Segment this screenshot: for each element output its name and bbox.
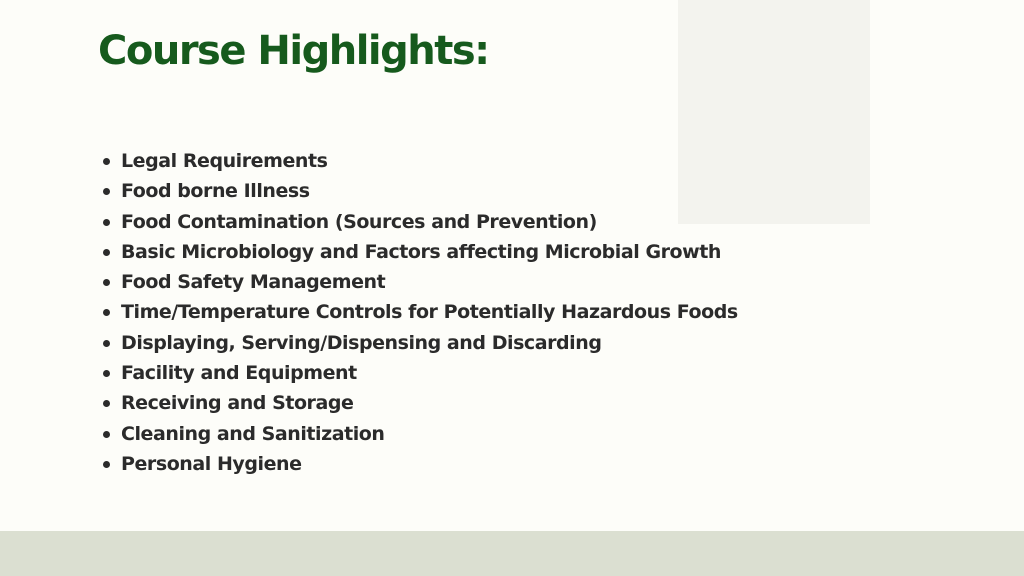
bullet-dot-icon — [103, 158, 110, 165]
list-item-label: Food Contamination (Sources and Prevention) — [121, 210, 597, 233]
list-item — [102, 328, 738, 358]
list-item-label: Displaying, Serving/Dispensing and Discarding — [121, 331, 602, 354]
list-item-label: Cleaning and Sanitization — [121, 422, 385, 445]
bullet-dot-icon — [103, 431, 110, 438]
list-item — [102, 176, 738, 206]
footer-band — [0, 531, 1024, 576]
bullet-dot-icon — [103, 279, 110, 286]
highlights-list — [102, 146, 738, 479]
list-item-label: Legal Requirements — [121, 150, 328, 172]
list-item-label: Food borne Illness — [121, 180, 310, 203]
list-item — [102, 237, 738, 267]
list-item-label: Basic Microbiology and Factors affecting Microbial Growth — [121, 240, 721, 263]
bullet-dot-icon — [103, 309, 110, 316]
list-item — [102, 297, 738, 327]
bullet-dot-icon — [103, 188, 110, 195]
list-item — [102, 419, 738, 449]
list-item — [102, 146, 738, 176]
list-item-label: Facility and Equipment — [121, 362, 357, 385]
bullet-dot-icon — [103, 370, 110, 377]
list-item — [102, 358, 738, 388]
bullet-dot-icon — [103, 461, 110, 468]
bullet-dot-icon — [103, 219, 110, 226]
bullet-dot-icon — [103, 249, 110, 256]
list-item — [102, 207, 738, 237]
list-item-label: Food Safety Management — [121, 271, 386, 294]
list-item — [102, 267, 738, 297]
list-item — [102, 449, 738, 479]
list-item — [102, 388, 738, 418]
list-item-label: Time/Temperature Controls for Potentially Hazardous Foods — [121, 301, 738, 324]
list-item-label: Personal Hygiene — [121, 452, 302, 475]
list-item-label: Receiving and Storage — [121, 392, 354, 415]
slide-title: Course Highlights: — [98, 28, 489, 74]
bullet-dot-icon — [103, 400, 110, 407]
bullet-dot-icon — [103, 340, 110, 347]
